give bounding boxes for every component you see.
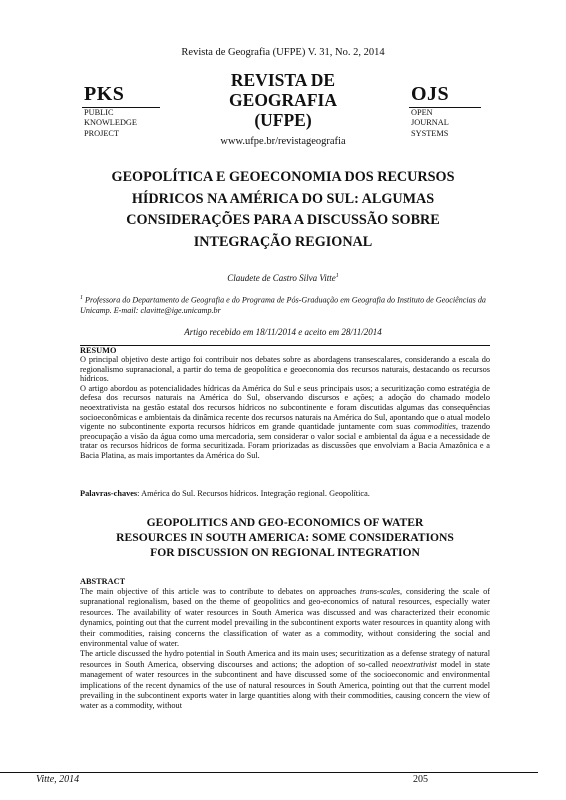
text-run: O artigo abordou as potencialidades hídricas da América do Sul e seus principais usos; a securitização como estratégia de defesa dos recursos naturais na América do Sul, observando discursos e ações; a adoção do chamado modelo neoextrativista na gestão estatal dos recursos hídricos no subcontinente e foram discutidas algumas das consequências socioeconômicas e ambientais da dinâmica recente dos recursos naturais na América do Sul, apontando que o atual modelo vigente no subcontinente exporta recursos hídricos em grande quantidade juntamente com suas <box>80 383 490 432</box>
title-line: CONSIDERAÇÕES PARA A DISCUSSÃO SOBRE <box>126 212 440 228</box>
resumo-rule <box>80 345 490 346</box>
resumo-paragraph: O principal objetivo deste artigo foi contribuir nos debates sobre as abordagens transescalares, considerando a escala do regionalismo supranacional, a partir do tema de geopolítica e geoeconomia dos recursos naturais, destacando os recursos hídricos. <box>80 355 490 384</box>
pks-subtitle-line: PUBLIC <box>84 108 114 117</box>
abstract-paragraph <box>80 587 490 649</box>
ojs-logo-title: OJS <box>411 83 450 105</box>
keywords <box>80 489 490 499</box>
journal-name-line: GEOGRAFIA <box>229 90 337 110</box>
author-name: Claudete de Castro Silva Vitte <box>227 273 336 283</box>
resumo-body <box>80 355 490 461</box>
keywords-list: : América do Sul. Recursos hídricos. Integração regional. Geopolítica. <box>137 489 370 498</box>
text-emphasis: trans-scales <box>359 587 401 596</box>
journal-citation: Revista de Geografia (UFPE) V. 31, No. 2, 2014 <box>181 47 385 58</box>
footer-rule <box>0 772 538 773</box>
journal-name-line: (UFPE) <box>254 110 312 130</box>
title-line: GEOPOLÍTICA E GEOECONOMIA DOS RECURSOS <box>111 169 455 185</box>
title-line: HÍDRICOS NA AMÉRICA DO SUL: ALGUMAS <box>131 190 435 207</box>
received-date: Artigo recebido em 18/11/2014 e aceito em 28/11/2014 <box>184 327 382 337</box>
journal-name <box>180 70 386 130</box>
article-title-pt <box>60 167 506 253</box>
text-run: , considering the scale of supranational regionalism, based on the theme of geopolitics and geo-economics of natural resources, especially water resources. The availability of water resources in South America was discussed and was characterized their economic dynamics, pointing out that the current model prevailing in the subcontinent exports water resources in quantity along with their commodities, raising concerns the classification of water as a commodity, without considering the social and environmental value of water. <box>80 587 490 649</box>
text-emphasis: neoextrativist <box>391 659 437 669</box>
title-line: FOR DISCUSSION ON REGIONAL INTEGRATION <box>150 545 420 559</box>
journal-name-line: REVISTA DE <box>230 70 336 90</box>
ojs-logo-subtitle <box>411 108 449 139</box>
pks-subtitle-line: PROJECT <box>84 128 120 138</box>
pks-logo-subtitle <box>84 108 137 139</box>
author-footnote-mark: 1 <box>335 273 339 279</box>
resumo-paragraph <box>80 384 490 461</box>
abstract-paragraph <box>80 649 490 711</box>
article-title-en <box>80 516 490 560</box>
ojs-subtitle-line: JOURNAL <box>411 118 449 128</box>
keywords-label: Palavras-chaves <box>80 489 138 498</box>
affiliation-footnote-mark: 1 <box>80 295 83 301</box>
text-emphasis: commodities <box>413 422 456 432</box>
text-run: The main objective of this article was to contribute to debates on approaches <box>80 587 360 596</box>
footer-citation: Vitte, 2014 <box>36 774 80 785</box>
author <box>0 273 566 283</box>
author-affiliation <box>80 293 490 317</box>
abstract-heading: ABSTRACT <box>80 577 126 586</box>
abstract-body <box>80 587 490 712</box>
text-run: , trazendo preocupação a visão da água como uma mercadoria, sem considerar o valor social e ambiental da água e a necessidade de tratar os recursos hídricos de forma securitizada. Foram priorizadas as discussões que envolviam a Bacia Amazônica e a Bacia Platina, as mais importantes da América do Sul. <box>80 422 490 460</box>
title-line: INTEGRAÇÃO REGIONAL <box>193 233 373 250</box>
text-run: model in state management of water resources in the subcontinent and have discussed some of the socioeconomic and environmental implications of the recent dynamics of the use of natural resources in South America, pointing out that the current model prevailing in the subcontinent exports water in large quantities along with their commodities, causing concern the view of water as a commodity, without <box>80 659 490 711</box>
ojs-subtitle-line: OPEN <box>411 108 433 117</box>
text-run: The article discussed the hydro potential in South America and its main uses; securitization as a defense strategy of natural resources in South America, observing discourses and actions; the adoption of so-called <box>80 649 490 669</box>
title-line: RESOURCES IN SOUTH AMERICA: SOME CONSIDERATIONS <box>116 530 454 544</box>
page-number: 205 <box>413 774 428 785</box>
affiliation-text: Professora do Departamento de Geografia e do Programa de Pós-Graduação em Geografia do Instituto de Geociências da Unicamp. E-mail: clavitte@ige.unicamp.br <box>80 295 486 316</box>
pks-logo-title: PKS <box>84 83 125 105</box>
title-line: GEOPOLITICS AND GEO-ECONOMICS OF WATER <box>146 516 424 529</box>
journal-url: www.ufpe.br/revistageografia <box>220 136 346 147</box>
resumo-heading: RESUMO <box>80 346 117 355</box>
ojs-subtitle-line: SYSTEMS <box>411 128 449 138</box>
pks-subtitle-line: KNOWLEDGE <box>84 118 137 128</box>
